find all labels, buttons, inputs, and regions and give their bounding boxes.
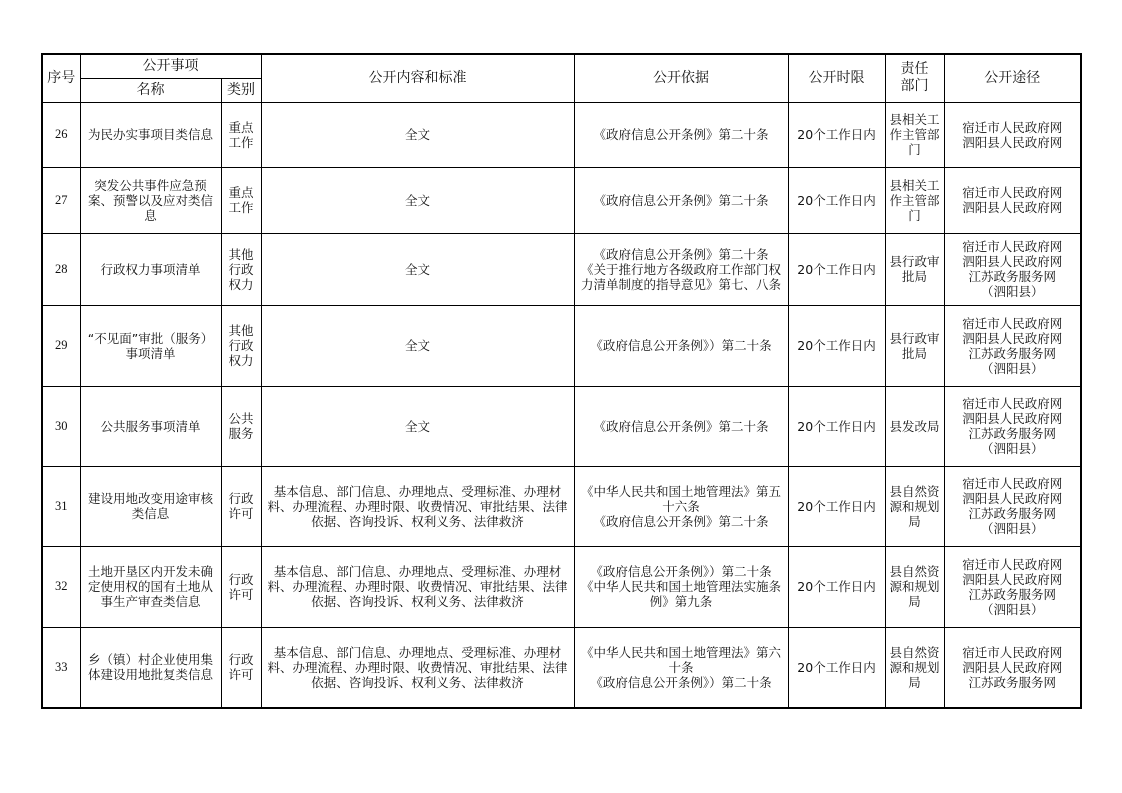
cell-channel-line: 泗阳县人民政府网 [962, 254, 1063, 269]
cell-channel-line: 宿迁市人民政府网 [962, 185, 1063, 200]
table-row [42, 546, 1081, 627]
cell-channel [944, 546, 1081, 627]
cell-channel-line: 宿迁市人民政府网 [962, 239, 1063, 254]
cell-index: 27 [42, 167, 80, 233]
cell-category: 公共服务 [221, 386, 261, 466]
cell-content: 基本信息、部门信息、办理地点、受理标准、办理材料、办理流程、办理时限、收费情况、审批结果、法律依据、咨询投诉、权利义务、法律救济 [261, 466, 574, 546]
cell-basis [574, 386, 788, 466]
cell-name: “不见面”审批（服务）事项清单 [80, 305, 221, 386]
header-department: 责任部门 [885, 54, 944, 102]
cell-timeframe: 20个工作日内 [788, 102, 885, 167]
cell-basis [574, 102, 788, 167]
cell-index: 28 [42, 233, 80, 305]
cell-channel-line: 泗阳县人民政府网 [962, 200, 1063, 215]
table-row [42, 102, 1081, 167]
cell-channel-line: 宿迁市人民政府网 [962, 315, 1063, 331]
cell-channel [944, 102, 1081, 167]
header-matter-group: 公开事项 [80, 54, 261, 78]
cell-timeframe: 20个工作日内 [788, 167, 885, 233]
cell-channel-line: 江苏政务服务网 [968, 506, 1056, 521]
cell-basis-line: 《政府信息公开条例》第二十条 [593, 246, 769, 262]
table-row [42, 233, 1081, 305]
cell-name: 行政权力事项清单 [80, 233, 221, 305]
cell-category: 行政许可 [221, 546, 261, 627]
cell-index: 29 [42, 305, 80, 386]
cell-channel-line: 江苏政务服务网 [968, 269, 1056, 284]
cell-channel [944, 386, 1081, 466]
cell-channel-line: 宿迁市人民政府网 [962, 556, 1063, 572]
cell-name: 乡（镇）村企业使用集体建设用地批复类信息 [80, 627, 221, 708]
cell-basis-line: 《政府信息公开条例》第二十条 [593, 192, 769, 208]
table-row [42, 305, 1081, 386]
cell-channel-line: 江苏政务服务网 [968, 674, 1056, 690]
cell-channel-line: 江苏政务服务网 [968, 426, 1056, 441]
cell-category: 重点工作 [221, 167, 261, 233]
cell-timeframe: 20个工作日内 [788, 305, 885, 386]
cell-content: 全文 [261, 305, 574, 386]
cell-channel [944, 167, 1081, 233]
cell-basis-line: 《中华人民共和国土地管理法》第六十条 [580, 644, 781, 675]
cell-index: 26 [42, 102, 80, 167]
cell-name: 建设用地改变用途审核类信息 [80, 466, 221, 546]
table-row [42, 386, 1081, 466]
cell-category: 其他行政权力 [221, 233, 261, 305]
cell-channel-line: 江苏政务服务网 [968, 586, 1056, 602]
cell-channel-line: （泗阳县） [980, 284, 1044, 299]
cell-category: 其他行政权力 [221, 305, 261, 386]
cell-channel-line: （泗阳县） [980, 360, 1044, 376]
header-timeframe: 公开时限 [788, 54, 885, 102]
cell-category: 行政许可 [221, 627, 261, 708]
cell-channel-line: 泗阳县人民政府网 [962, 571, 1063, 587]
cell-basis-line: 《中华人民共和国土地管理法》第五十六条 [580, 483, 781, 514]
cell-basis-line: 《政府信息公开条例》）第二十条 [590, 674, 772, 690]
cell-timeframe: 20个工作日内 [788, 233, 885, 305]
cell-department: 县相关工作主管部门 [885, 102, 944, 167]
header-index: 序号 [42, 54, 80, 102]
cell-department: 县行政审批局 [885, 305, 944, 386]
cell-basis-line: 《政府信息公开条例》第二十条 [593, 127, 769, 142]
cell-channel-line: （泗阳县） [980, 441, 1044, 456]
cell-basis [574, 167, 788, 233]
cell-department: 县自然资源和规划局 [885, 627, 944, 708]
disclosure-table [41, 53, 1082, 709]
cell-department: 县自然资源和规划局 [885, 546, 944, 627]
cell-category: 重点工作 [221, 102, 261, 167]
header-channel: 公开途径 [944, 54, 1081, 102]
cell-basis-line: 《政府信息公开条例》第二十条 [593, 418, 769, 434]
cell-content: 基本信息、部门信息、办理地点、受理标准、办理材料、办理流程、办理时限、收费情况、审批结果、法律依据、咨询投诉、权利义务、法律救济 [261, 627, 574, 708]
cell-channel-line: 宿迁市人民政府网 [962, 396, 1063, 411]
table-body [42, 102, 1081, 708]
cell-basis [574, 233, 788, 305]
cell-channel-line: 泗阳县人民政府网 [962, 491, 1063, 506]
cell-basis [574, 466, 788, 546]
cell-index: 31 [42, 466, 80, 546]
cell-channel [944, 305, 1081, 386]
cell-basis [574, 546, 788, 627]
header-matter-category: 类别 [221, 78, 261, 102]
cell-category: 行政许可 [221, 466, 261, 546]
cell-timeframe: 20个工作日内 [788, 627, 885, 708]
cell-department: 县发改局 [885, 386, 944, 466]
cell-channel-line: 宿迁市人民政府网 [962, 644, 1063, 660]
header-content: 公开内容和标准 [261, 54, 574, 102]
cell-name: 公共服务事项清单 [80, 386, 221, 466]
cell-timeframe: 20个工作日内 [788, 546, 885, 627]
cell-channel-line: 泗阳县人民政府网 [962, 659, 1063, 675]
cell-channel-line: 泗阳县人民政府网 [962, 330, 1063, 346]
cell-basis-line: 《中华人民共和国土地管理法实施条例》第九条 [580, 579, 781, 609]
cell-basis-line: 《关于推行地方各级政府工作部门权力清单制度的指导意见》第七、八条 [580, 261, 781, 292]
cell-basis [574, 305, 788, 386]
cell-timeframe: 20个工作日内 [788, 386, 885, 466]
table-row [42, 167, 1081, 233]
cell-name: 突发公共事件应急预案、预警以及应对类信息 [80, 167, 221, 233]
cell-channel [944, 466, 1081, 546]
cell-content: 基本信息、部门信息、办理地点、受理标准、办理材料、办理流程、办理时限、收费情况、审批结果、法律依据、咨询投诉、权利义务、法律救济 [261, 546, 574, 627]
cell-content: 全文 [261, 167, 574, 233]
header-matter-name: 名称 [80, 78, 221, 102]
cell-basis [574, 627, 788, 708]
cell-index: 32 [42, 546, 80, 627]
cell-channel-line: 宿迁市人民政府网 [962, 476, 1063, 491]
cell-basis-line: 《政府信息公开条例》）第二十条 [590, 564, 772, 579]
cell-basis-line: 《政府信息公开条例》）第二十条 [590, 338, 772, 353]
cell-department: 县自然资源和规划局 [885, 466, 944, 546]
cell-channel-line: 泗阳县人民政府网 [962, 134, 1063, 150]
cell-channel [944, 627, 1081, 708]
cell-content: 全文 [261, 233, 574, 305]
cell-channel [944, 233, 1081, 305]
cell-channel-line: （泗阳县） [980, 601, 1044, 617]
cell-index: 30 [42, 386, 80, 466]
cell-name: 土地开垦区内开发未确定使用权的国有土地从事生产审查类信息 [80, 546, 221, 627]
header-row-1 [42, 54, 1081, 78]
table-row [42, 466, 1081, 546]
cell-channel-line: 宿迁市人民政府网 [962, 119, 1063, 135]
cell-basis-line: 《政府信息公开条例》第二十条 [593, 513, 769, 529]
cell-timeframe: 20个工作日内 [788, 466, 885, 546]
cell-content: 全文 [261, 386, 574, 466]
cell-channel-line: 泗阳县人民政府网 [962, 411, 1063, 426]
cell-department: 县相关工作主管部门 [885, 167, 944, 233]
cell-department: 县行政审批局 [885, 233, 944, 305]
table-row [42, 627, 1081, 708]
header-basis: 公开依据 [574, 54, 788, 102]
cell-channel-line: （泗阳县） [980, 521, 1044, 536]
cell-index: 33 [42, 627, 80, 708]
cell-channel-line: 江苏政务服务网 [968, 345, 1056, 361]
cell-name: 为民办实事项目类信息 [80, 102, 221, 167]
cell-content: 全文 [261, 102, 574, 167]
